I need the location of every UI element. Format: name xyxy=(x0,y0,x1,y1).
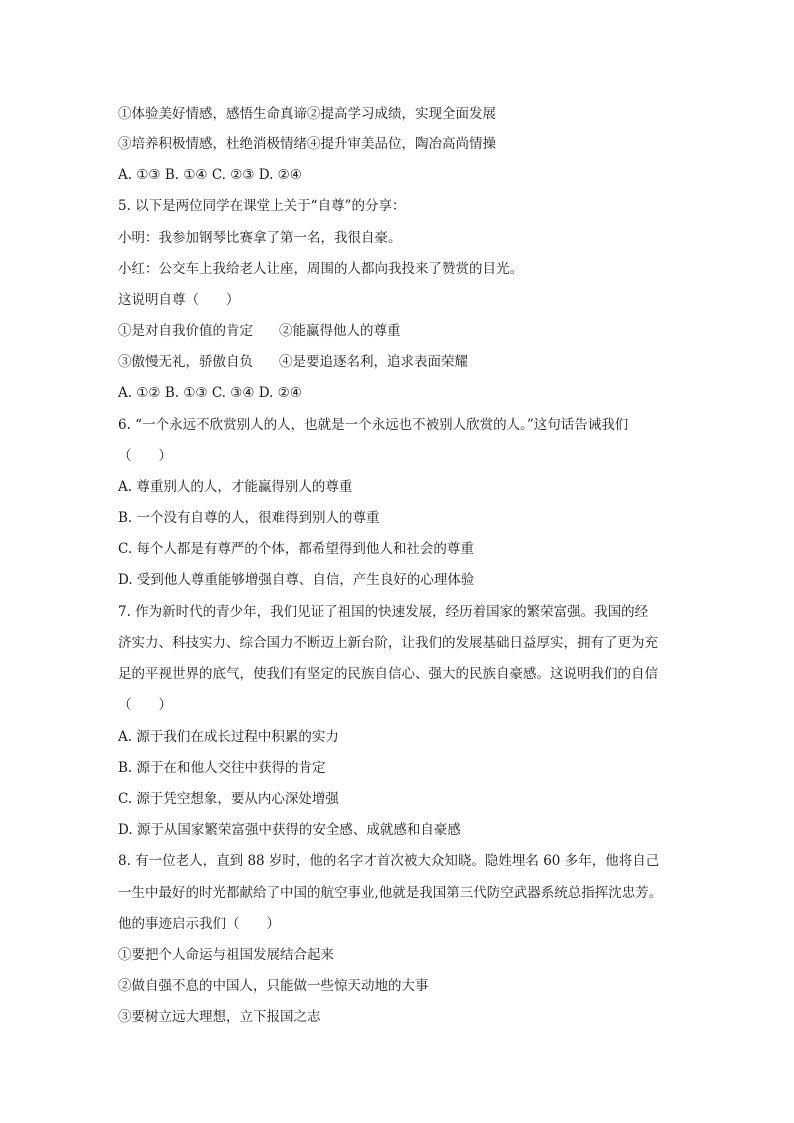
q5-option-2: ②能赢得他人的尊重 xyxy=(279,323,401,339)
q8-option-1: ①要把个人命运与祖国发展结合起来 xyxy=(118,947,334,963)
q4-answer-choices: A. ①③ B. ①④ C. ②③ D. ②④ xyxy=(118,167,302,183)
q5-options-line-2 xyxy=(118,352,468,372)
q8-option-2: ②做自强不息的中国人，只能做一些惊天动地的大事 xyxy=(118,978,429,994)
q4-options-line-2: ③培养积极情感，杜绝消极情绪④提升审美品位，陶冶高尚情操 xyxy=(118,136,496,152)
q6-option-b: B. 一个没有自尊的人，很难得到别人的尊重 xyxy=(118,510,380,526)
q8-prompt: 他的事迹启示我们（ ） xyxy=(118,916,280,932)
q5-option-1: ①是对自我价值的肯定 xyxy=(118,323,253,339)
q5-prompt: 这说明自尊（ ） xyxy=(118,292,240,308)
q7-stem-line-1: 7. 作为新时代的青少年，我们见证了祖国的快速发展，经历着国家的繁荣富强。我国的经 xyxy=(118,604,649,620)
q5-options-line-1 xyxy=(118,321,401,341)
q8-stem-line-2: 一生中最好的时光都献给了中国的航空事业,他就是我国第三代防空武器系统总指挥沈忠芳。 xyxy=(118,885,663,901)
q6-option-a: A. 尊重别人的人，才能赢得别人的尊重 xyxy=(118,479,353,495)
q5-stem: 5. 以下是两位同学在课堂上关于“自尊”的分享： xyxy=(118,198,406,214)
q6-option-c: C. 每个人都是有尊严的个体，都希望得到他人和社会的尊重 xyxy=(118,541,474,557)
q7-option-a: A. 源于我们在成长过程中积累的实力 xyxy=(118,729,339,745)
q7-option-d: D. 源于从国家繁荣富强中获得的安全感、成就感和自豪感 xyxy=(118,822,461,838)
q7-stem-line-3: 足的平视世界的底气，使我们有坚定的民族自信心、强大的民族自豪感。这说明我们的自信 xyxy=(118,666,658,682)
q5-option-3: ③傲慢无礼，骄傲自负 xyxy=(118,354,253,370)
q6-option-d: D. 受到他人尊重能够增强自尊、自信，产生良好的心理体验 xyxy=(118,572,475,588)
q7-stem-line-2: 济实力、科技实力、综合国力不断迈上新台阶，让我们的发展基础日益厚实，拥有了更为充 xyxy=(118,635,658,651)
q7-option-b: B. 源于在和他人交往中获得的肯定 xyxy=(118,760,326,776)
q8-option-3: ③要树立远大理想，立下报国之志 xyxy=(118,1009,321,1025)
q5-xiaoming: 小明：我参加钢琴比赛拿了第一名，我很自豪。 xyxy=(118,230,402,246)
q7-option-c: C. 源于凭空想象，要从内心深处增强 xyxy=(118,791,339,807)
q5-option-4: ④是要追逐名利，追求表面荣耀 xyxy=(279,354,468,370)
q5-answer-choices: A. ①② B. ①③ C. ③④ D. ②④ xyxy=(118,385,302,401)
q4-options-line-1: ①体验美好情感，感悟生命真谛②提高学习成绩，实现全面发展 xyxy=(118,106,496,122)
q8-stem-line-1: 8. 有一位老人，直到 88 岁时，他的名字才首次被大众知晓。隐姓埋名 60 多年，他将自己 xyxy=(118,853,660,869)
q6-blank: （ ） xyxy=(118,448,172,464)
q7-blank: （ ） xyxy=(118,697,172,713)
q5-xiaohong: 小红：公交车上我给老人让座，周围的人都向我投来了赞赏的目光。 xyxy=(118,261,523,277)
q6-stem: 6. “一个永远不欣赏别人的人，也就是一个永远也不被别人欣赏的人。”这句话告诫我们 xyxy=(118,417,629,433)
